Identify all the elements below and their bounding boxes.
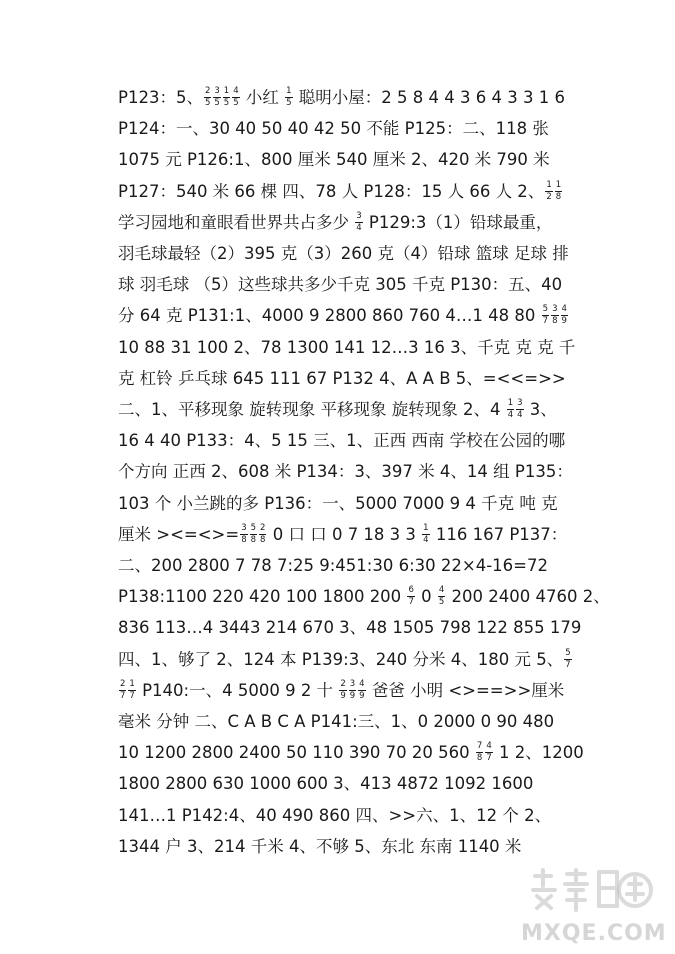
fraction (259, 524, 266, 545)
fraction-numerator: 1 (546, 179, 552, 190)
text-segment: P127：540 米 66 棵 四、78 人 P128：15 人 66 人 2、 (118, 181, 545, 201)
text-segment: 羽毛球最轻（2）395 克（3）260 克（4）铅球 篮球 足球 排 (118, 244, 569, 263)
text-segment: 爸爸 小明 <>==>>厘米 (366, 680, 565, 700)
fraction-denominator: 8 (552, 316, 558, 327)
fraction (232, 87, 239, 108)
text-segment: 聪明小屋：2 5 8 4 4 3 6 4 3 3 1 6 (293, 88, 565, 107)
fraction-numerator: 3 (356, 210, 362, 221)
fraction (223, 87, 230, 108)
fraction-numerator: 1 (286, 86, 292, 96)
text-segment: P123：5、 (118, 88, 203, 107)
text-line (118, 742, 584, 764)
fraction-numerator: 2 (340, 678, 346, 689)
fraction-denominator: 8 (241, 534, 247, 545)
text-line (118, 87, 565, 109)
text-segment: 个方向 正西 2、608 米 P134：3、397 米 4、14 组 P135： (118, 462, 573, 482)
fraction-numerator: 2 (120, 678, 126, 689)
text-segment: 二、1、平移现象 旋转现象 平移现象 旋转现象 2、4 (118, 400, 506, 419)
text-segment: 1 2、1200 (493, 743, 584, 763)
text-line (118, 773, 533, 795)
fraction-numerator: 1 (507, 398, 514, 408)
fraction-numerator: 4 (438, 585, 445, 596)
text-line (118, 805, 551, 827)
text-segment: P140:一、4 5000 9 2 十 (136, 680, 339, 700)
fraction (507, 399, 514, 420)
text-line (118, 399, 557, 421)
text-segment: 1075 元 P126:1、800 厘米 540 厘米 2、420 米 790 米 (118, 150, 550, 170)
text-line (118, 680, 564, 702)
fraction-numerator: 1 (223, 86, 230, 96)
fraction-denominator: 5 (438, 597, 445, 608)
fraction (516, 399, 523, 420)
text-segment: 0 (415, 587, 437, 607)
fraction (485, 742, 492, 763)
fraction-numerator: 3 (552, 304, 558, 315)
fraction-numerator: 4 (486, 741, 492, 752)
fraction-numerator: 6 (408, 585, 414, 596)
fraction (355, 212, 362, 233)
fraction (542, 305, 549, 326)
text-segment: 836 113…4 3443 214 670 3、48 1505 798 122 855 179 (118, 618, 582, 638)
fraction-denominator: 4 (423, 534, 429, 545)
fraction-denominator: 8 (260, 534, 266, 545)
fraction (407, 586, 414, 607)
text-line (118, 649, 573, 671)
text-line (118, 524, 567, 546)
text-segment: 10 88 31 100 2、78 1300 141 12…3 16 3、千克 克 克 千 (118, 337, 576, 357)
text-line (118, 617, 581, 639)
fraction (119, 680, 126, 701)
text-line (118, 711, 554, 733)
fraction-numerator: 4 (233, 86, 239, 96)
fraction-denominator: 5 (214, 98, 220, 108)
fraction-denominator: 9 (340, 690, 346, 701)
fraction-numerator: 4 (359, 678, 365, 689)
fraction-denominator: 8 (476, 753, 483, 764)
fraction (422, 524, 429, 545)
watermark-url: MXQE.COM (521, 921, 667, 946)
fraction-numerator: 5 (542, 304, 549, 315)
fraction (358, 680, 365, 701)
text-segment: 116 167 P137： (430, 524, 568, 544)
text-segment: 四、1、够了 2、124 本 P139:3、240 分米 4、180 元 5、 (118, 649, 564, 669)
text-segment: 0 口 口 0 7 18 3 3 (267, 524, 422, 544)
text-segment: 毫米 分钟 二、C A B C A P141:三、1、0 2000 0 90 480 (118, 712, 555, 731)
fraction-numerator: 2 (204, 86, 211, 96)
fraction-denominator: 7 (486, 753, 492, 764)
fraction (561, 305, 568, 326)
fraction (128, 680, 135, 701)
fraction (250, 524, 257, 545)
fraction-denominator: 4 (517, 410, 523, 420)
text-line (118, 118, 549, 140)
fraction-denominator: 7 (542, 316, 549, 327)
text-segment: 二、200 2800 7 78 7:25 9:451:30 6:30 22×4-16=72 (118, 556, 548, 575)
fraction-numerator: 7 (476, 741, 483, 752)
text-line (118, 212, 552, 234)
fraction-numerator: 3 (241, 522, 247, 533)
fraction-denominator: 5 (286, 98, 292, 108)
fraction-denominator: 5 (233, 98, 239, 108)
fraction-denominator: 4 (507, 410, 514, 420)
text-line (118, 149, 550, 171)
fraction-denominator: 9 (349, 690, 356, 701)
fraction-denominator: 7 (129, 690, 135, 701)
fraction-denominator: 5 (223, 98, 230, 108)
fraction-denominator: 8 (555, 191, 562, 202)
text-line (118, 305, 569, 327)
fraction-numerator: 1 (423, 522, 429, 533)
fraction-numerator: 3 (214, 86, 220, 96)
fraction (551, 305, 558, 326)
text-segment: P138:1100 220 420 100 1800 200 (118, 587, 407, 607)
text-segment: 10 1200 2800 2400 50 110 390 70 20 560 (118, 743, 475, 763)
fraction-numerator: 2 (260, 522, 266, 533)
text-segment: 克 杠铃 乒乓球 645 111 67 P132 4、A A B 5、=<<=>> (118, 368, 566, 388)
fraction-denominator: 9 (359, 690, 365, 701)
fraction-numerator: 5 (565, 647, 571, 658)
fraction (204, 87, 211, 108)
fraction-denominator: 7 (120, 690, 126, 701)
fraction-numerator: 1 (129, 678, 135, 689)
fraction (349, 680, 356, 701)
fraction-numerator: 1 (555, 179, 562, 190)
text-segment: 厘米 ><=<>= (118, 524, 240, 544)
fraction-denominator: 7 (408, 597, 414, 608)
text-line (118, 430, 565, 452)
fraction (285, 87, 292, 108)
text-segment: 200 2400 4760 2、 (446, 587, 610, 607)
fraction (339, 680, 346, 701)
text-segment: 3、 (524, 400, 557, 419)
text-segment: 小红 (240, 88, 285, 107)
fraction-numerator: 4 (561, 304, 567, 315)
fraction (240, 524, 247, 545)
text-segment: 分 64 克 P131:1、4000 9 2800 860 760 4…1 48 80 (118, 306, 541, 326)
text-line (118, 368, 566, 390)
text-line (118, 274, 562, 296)
fraction (213, 87, 220, 108)
text-segment: 16 4 40 P133：4、5 15 三、1、正西 西南 学校在公园的哪 (118, 431, 566, 451)
text-line (118, 555, 548, 577)
fraction (555, 181, 562, 202)
text-segment: 1800 2800 630 1000 600 3、413 4872 1092 1600 (118, 774, 534, 794)
text-segment: P129:3（1）铅球最重， (363, 212, 553, 232)
watermark (521, 866, 667, 946)
text-line (118, 243, 569, 265)
text-segment: 学习园地和童眼看世界共占多少 (118, 212, 355, 232)
text-segment: 1344 户 3、214 千米 4、不够 5、东北 东南 1140 米 (118, 836, 522, 856)
fraction-denominator: 9 (561, 316, 567, 327)
text-segment: 103 个 小兰跳的多 P136：一、5000 7000 9 4 千克 吨 克 (118, 493, 558, 513)
text-segment: 141…1 P142:4、40 490 860 四、>>六、1、12 个 2、 (118, 805, 552, 825)
fraction-denominator: 2 (546, 191, 552, 202)
text-segment: P124：一、30 40 50 40 42 50 不能 P125：二、118 张 (118, 119, 549, 139)
fraction (438, 586, 445, 607)
fraction (545, 181, 552, 202)
fraction-denominator: 7 (565, 659, 571, 670)
text-line (118, 181, 563, 203)
fraction (476, 742, 483, 763)
text-segment: 球 羽毛球 （5）这些球共多少千克 305 千克 P130：五、40 (118, 275, 563, 295)
text-line (118, 836, 521, 858)
fraction-denominator: 8 (250, 534, 257, 545)
text-line (118, 586, 610, 608)
text-line (118, 337, 575, 359)
fraction-numerator: 3 (517, 398, 523, 408)
fraction-numerator: 5 (250, 522, 257, 533)
text-line (118, 461, 573, 483)
fraction-denominator: 5 (204, 98, 211, 108)
answer-logo-icon (529, 866, 653, 914)
fraction (564, 649, 571, 670)
fraction-denominator: 4 (356, 222, 362, 233)
text-line (118, 493, 558, 515)
fraction-numerator: 3 (349, 678, 356, 689)
